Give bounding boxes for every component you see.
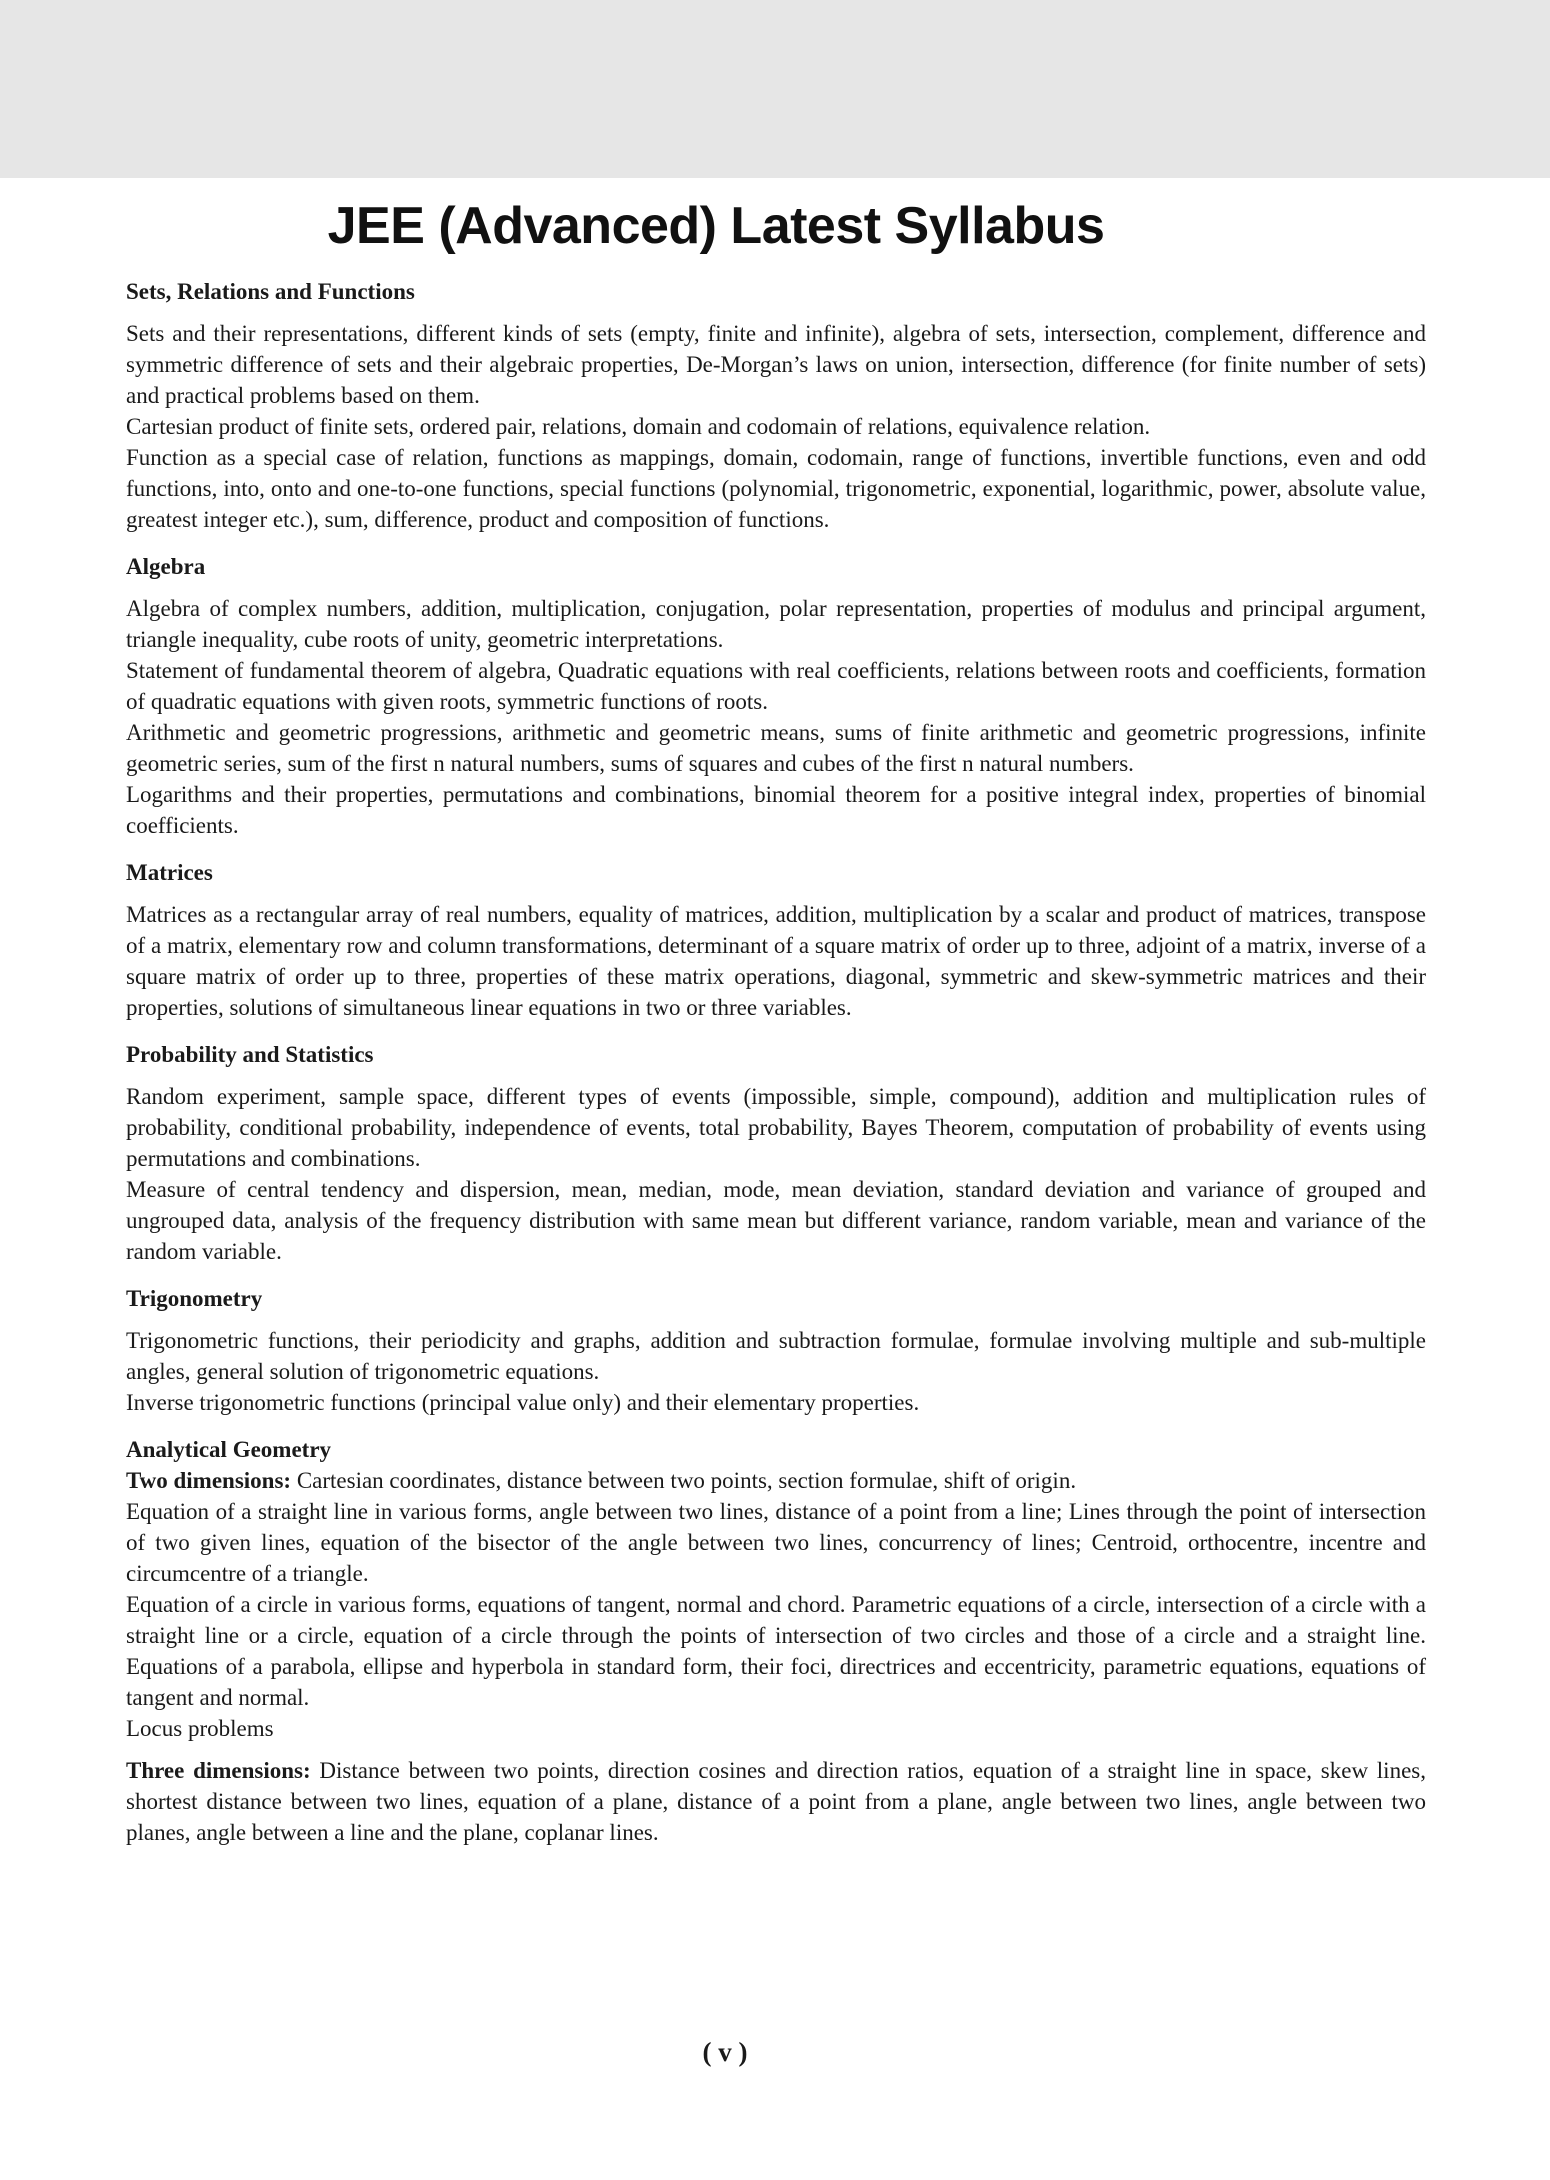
two-dimensions-label: Two dimensions: — [126, 1468, 292, 1493]
paragraph: Equation of a circle in various forms, equations of tangent, normal and chord. Parametric equations of a circle, intersection of a circle with a straight line or a circle, equation of a circle through the points of intersection of two circles and those of a circle and a straight line. Equations of a parabola, ellipse and hyperbola in standard form, their foci, directrices and eccentricity, parametric equations, equations of tangent and normal. — [126, 1592, 1426, 1710]
page-title: JEE (Advanced) Latest Syllabus — [327, 197, 1105, 255]
syllabus-content — [126, 276, 1426, 1864]
paragraph: Equation of a straight line in various forms, angle between two lines, distance of a point from a line; Lines through the point of intersection of two given lines, equation of the bisector of the angle between two lines, concurrency of lines; Centroid, orthocentre, incentre and circumcentre of a triangle. — [126, 1499, 1426, 1586]
paragraph: Function as a special case of relation, functions as mappings, domain, codomain, range of functions, invertible functions, even and odd functions, into, onto and one-to-one functions, special functions (polynomial, trigonometric, exponential, logarithmic, power, absolute value, greatest integer etc.), sum, difference, product and composition of functions. — [126, 445, 1426, 532]
section-heading: Analytical Geometry — [126, 1437, 332, 1462]
paragraph: Cartesian product of finite sets, ordered pair, relations, domain and codomain of relations, equivalence relation. — [126, 414, 1151, 439]
section-heading: Probability and Statistics — [126, 1042, 374, 1067]
section-heading: Sets, Relations and Functions — [126, 279, 415, 304]
paragraph-three-dimensions — [126, 1755, 1426, 1848]
section-sets-relations-functions — [126, 276, 1426, 535]
page-number: ( v ) — [702, 2037, 748, 2067]
paragraph: Sets and their representations, different kinds of sets (empty, finite and infinite), algebra of sets, intersection, complement, difference and symmetric difference of sets and their algebraic properties, De-Morgan’s laws on union, intersection, difference (for finite number of sets) and practical problems based on them. — [126, 321, 1426, 408]
paragraph: Logarithms and their properties, permutations and combinations, binomial theorem for a positive integral index, properties of binomial coefficients. — [126, 782, 1426, 838]
section-heading: Matrices — [126, 860, 213, 885]
section-heading: Algebra — [126, 554, 206, 579]
paragraph: Locus problems — [126, 1716, 274, 1741]
three-dimensions-text: Distance between two points, direction cosines and direction ratios, equation of a straight line in space, skew lines, shortest distance between two lines, equation of a plane, distance of a point from a plane, angle between two lines, angle between two planes, angle between a line and the plane, coplanar lines. — [126, 1758, 1426, 1845]
paragraph: Statement of fundamental theorem of algebra, Quadratic equations with real coefficients, relations between roots and coefficients, formation of quadratic equations with given roots, symmetric functions of roots. — [126, 658, 1426, 714]
paragraph: Random experiment, sample space, different types of events (impossible, simple, compound), addition and multiplication rules of probability, conditional probability, independence of events, total probability, Bayes Theorem, computation of probability of events using permutations and combinations. — [126, 1084, 1426, 1171]
paragraph: Measure of central tendency and dispersion, mean, median, mode, mean deviation, standard deviation and variance of grouped and ungrouped data, analysis of the frequency distribution with same mean but different variance, random variable, mean and variance of the random variable. — [126, 1177, 1426, 1264]
header-band — [0, 0, 1550, 178]
paragraph: Algebra of complex numbers, addition, multiplication, conjugation, polar representation, properties of modulus and principal argument, triangle inequality, cube roots of unity, geometric interpretations. — [126, 596, 1426, 652]
paragraph: Arithmetic and geometric progressions, arithmetic and geometric means, sums of finite arithmetic and geometric progressions, infinite geometric series, sum of the first n natural numbers, sums of squares and cubes of the first n natural numbers. — [126, 720, 1426, 776]
section-analytical-geometry — [126, 1434, 1426, 1848]
section-trigonometry — [126, 1283, 1426, 1418]
section-algebra — [126, 551, 1426, 841]
paragraph: Matrices as a rectangular array of real numbers, equality of matrices, addition, multiplication by a scalar and product of matrices, transpose of a matrix, elementary row and column transformations, determinant of a square matrix of order up to three, adjoint of a matrix, inverse of a square matrix of order up to three, properties of these matrix operations, diagonal, symmetric and skew-symmetric matrices and their properties, solutions of simultaneous linear equations in two or three variables. — [126, 902, 1426, 1020]
two-dimensions-text: Cartesian coordinates, distance between two points, section formulae, shift of origin. — [291, 1468, 1077, 1493]
three-dimensions-label: Three dimensions: — [126, 1758, 311, 1783]
paragraph-two-dimensions — [126, 1465, 1426, 1496]
section-heading: Trigonometry — [126, 1286, 263, 1311]
section-probability-statistics — [126, 1039, 1426, 1267]
section-matrices — [126, 857, 1426, 1023]
paragraph: Trigonometric functions, their periodicity and graphs, addition and subtraction formulae, formulae involving multiple and sub-multiple angles, general solution of trigonometric equations. — [126, 1328, 1426, 1384]
paragraph: Inverse trigonometric functions (principal value only) and their elementary properties. — [126, 1390, 920, 1415]
